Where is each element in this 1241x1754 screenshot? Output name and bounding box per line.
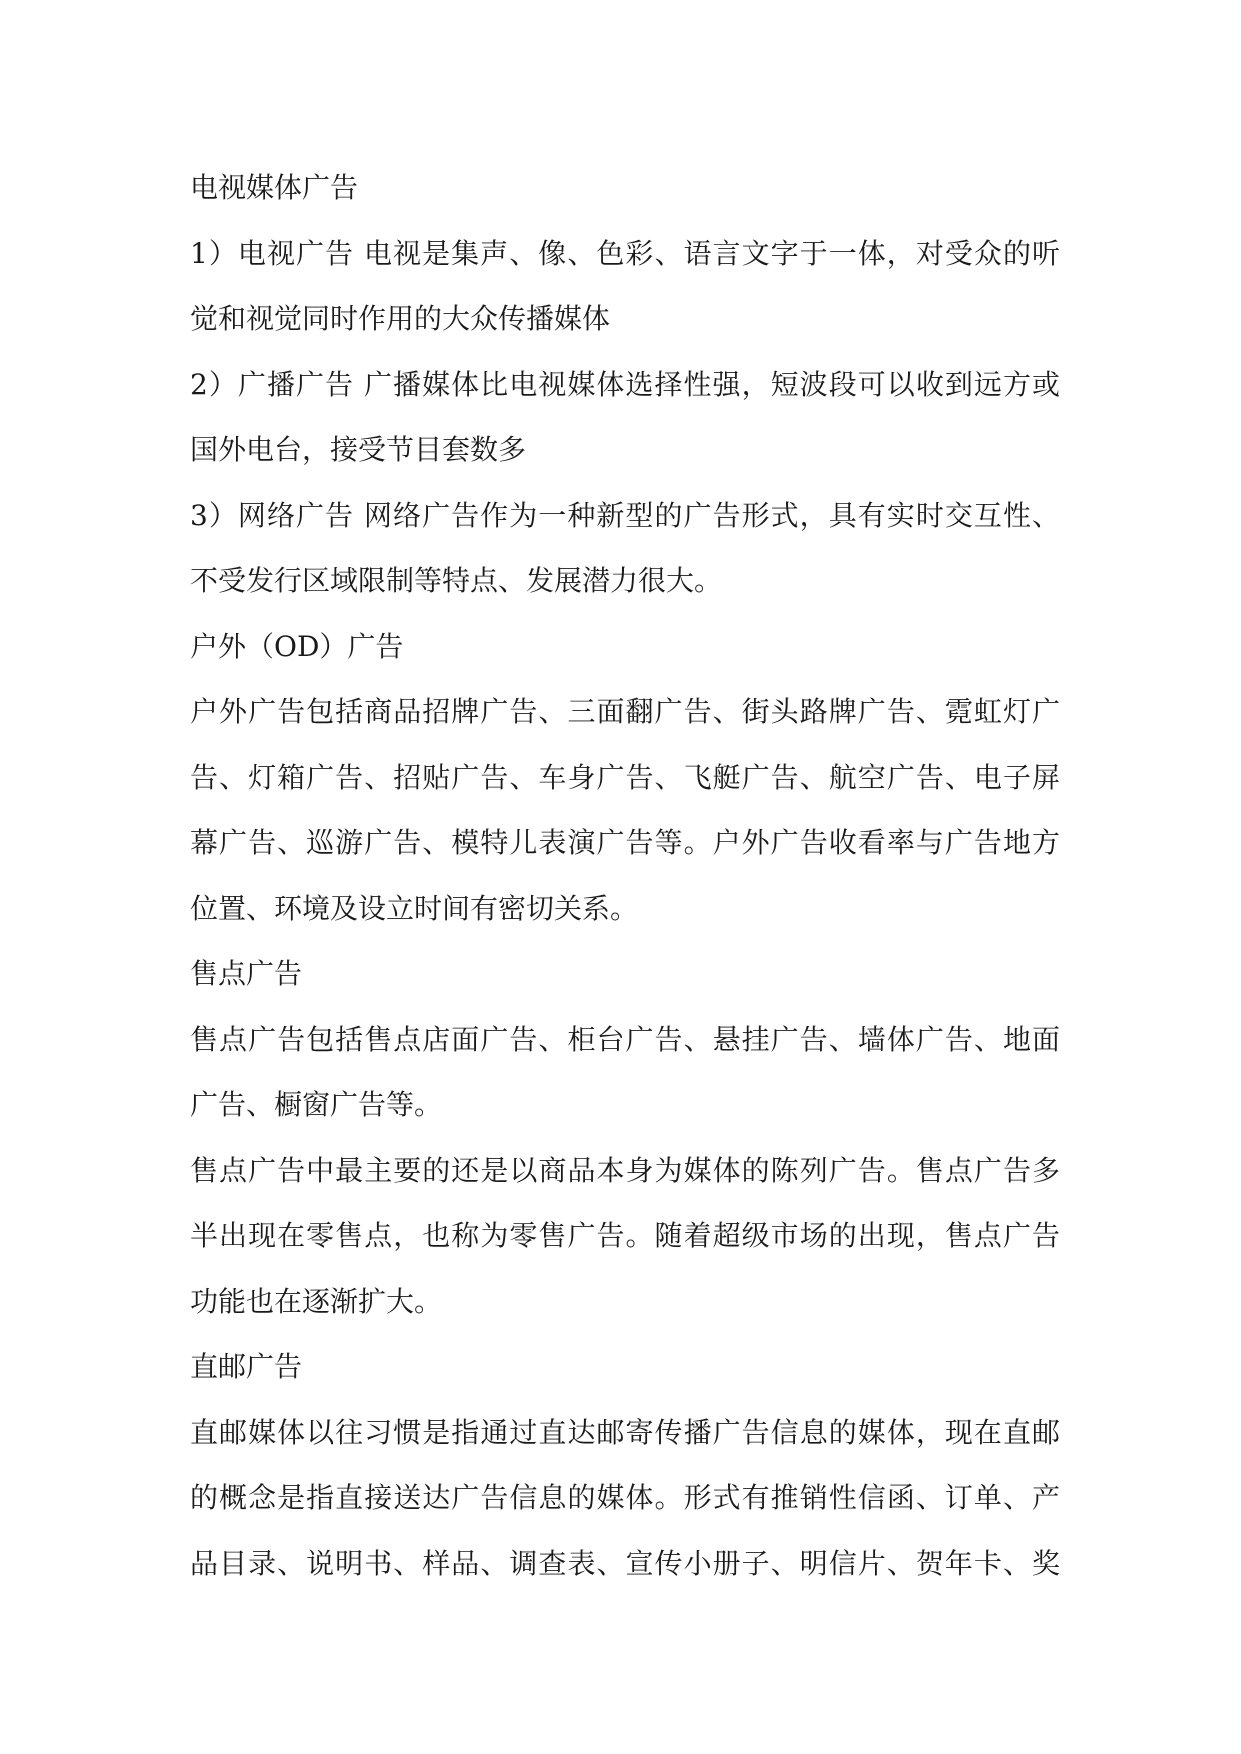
paragraph-line: 的概念是指直接送达广告信息的媒体。形式有推销性信函、订单、产 (190, 1481, 1060, 1514)
section-heading-tv-media: 电视媒体广告 (190, 171, 359, 204)
paragraph-line: 户外广告包括商品招牌广告、三面翻广告、街头路牌广告、霓虹灯广 (190, 695, 1060, 728)
paragraph-line: 不受发行区域限制等特点、发展潜力很大。 (190, 564, 723, 597)
paragraph-line: 功能也在逐渐扩大。 (190, 1284, 443, 1318)
section-heading-outdoor: 户外（OD）广告 (190, 629, 404, 663)
paragraph-line: 售点广告包括售点店面广告、柜台广告、悬挂广告、墙体广告、地面 (190, 1022, 1060, 1056)
document-body (190, 155, 1060, 1596)
paragraph-line: 直邮媒体以往习惯是指通过直达邮寄传播广告信息的媒体，现在直邮 (190, 1415, 1060, 1449)
paragraph-line: 品目录、说明书、样品、调查表、宣传小册子、明信片、贺年卡、奖 (190, 1546, 1060, 1580)
paragraph-line: 广告、橱窗广告等。 (190, 1088, 443, 1121)
section-heading-pos: 售点广告 (190, 957, 303, 990)
paragraph-line: 3）网络广告 网络广告作为一种新型的广告形式，具有实时交互性、 (190, 498, 1060, 532)
paragraph-line: 幕广告、巡游广告、模特儿表演广告等。户外广告收看率与广告地方 (190, 826, 1060, 859)
paragraph-line: 国外电台，接受节目套数多 (190, 433, 527, 466)
paragraph-line: 告、灯箱广告、招贴广告、车身广告、飞艇广告、航空广告、电子屏 (190, 760, 1060, 794)
paragraph-line: 觉和视觉同时作用的大众传播媒体 (190, 302, 611, 335)
paragraph-line: 半出现在零售点，也称为零售广告。随着超级市场的出现，售点广告 (190, 1219, 1060, 1252)
paragraph-line: 2）广播广告 广播媒体比电视媒体选择性强，短波段可以收到远方或 (190, 367, 1060, 401)
paragraph-line: 1）电视广告 电视是集声、像、色彩、语言文字于一体，对受众的听 (190, 236, 1060, 270)
paragraph-line: 位置、环境及设立时间有密切关系。 (190, 891, 639, 925)
paragraph-line: 售点广告中最主要的还是以商品本身为媒体的陈列广告。售点广告多 (190, 1153, 1060, 1187)
section-heading-direct-mail: 直邮广告 (190, 1350, 303, 1383)
